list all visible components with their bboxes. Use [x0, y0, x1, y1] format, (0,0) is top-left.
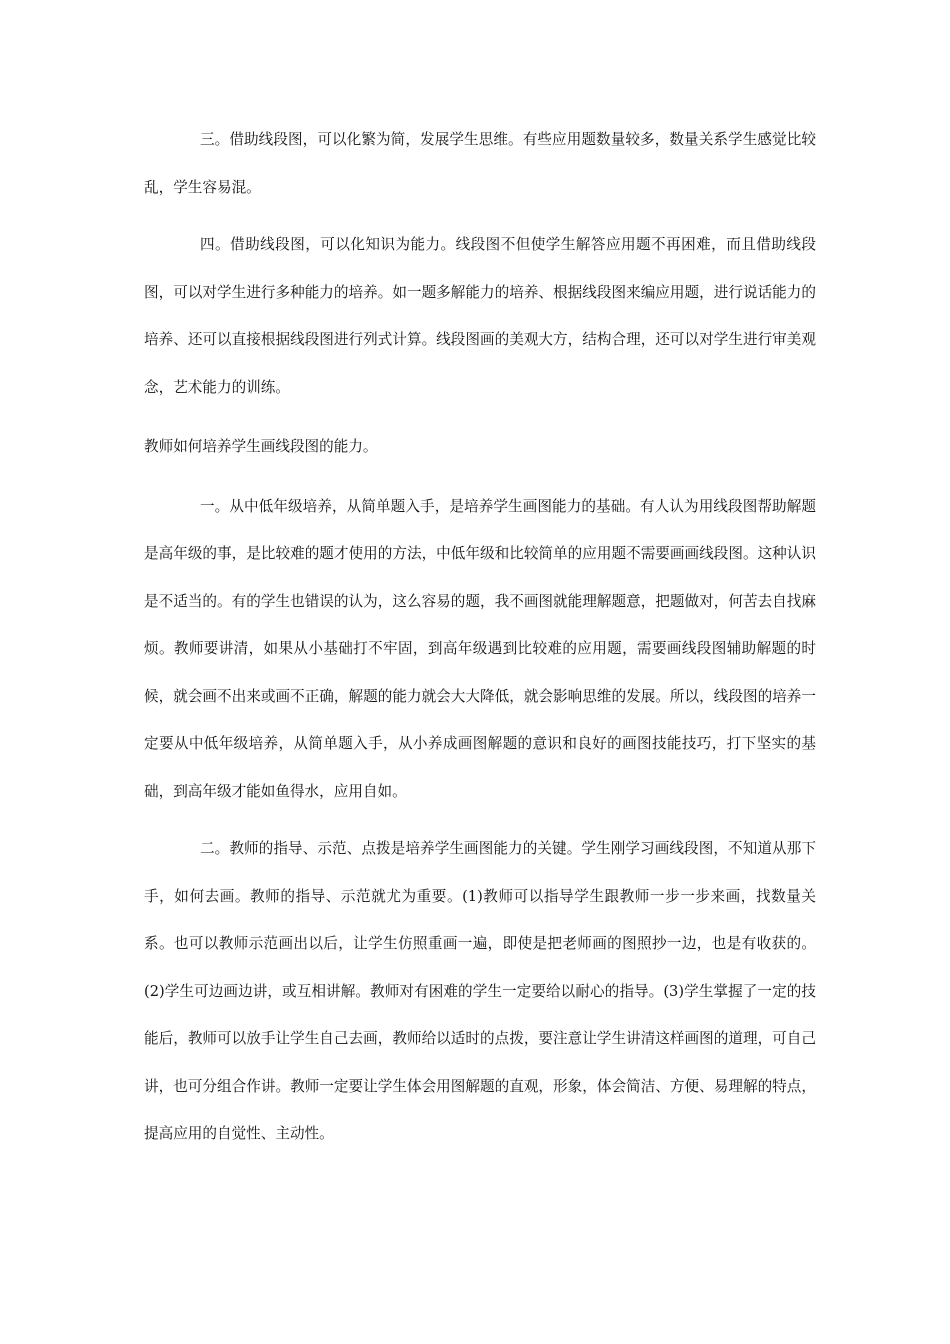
section-heading: 教师如何培养学生画线段图的能力。 [144, 438, 378, 455]
paragraph-two: 二。教师的指导、示范、点拨是培养学生画图能力的关键。学生刚学习画线段图，不知道从那下手，如何去画。教师的指导、示范就尤为重要。(1)教师可以指导学生跟教师一步一步来画，找数量关系。也可以教师示范画出以后，让学生仿照重画一遍，即使是把老师画的图照抄一边，也是有收获的。(2)学生可边画边讲，或互相讲解。教师对有困难的学生一定要给以耐心的指导。(3)学生掌握了一定的技能后，教师可以放手让学生自己去画，教师给以适时的点拨，要注意让学生讲清这样画图的道理，可自己讲，也可分组合作讲。教师一定要让学生体会用图解题的直观，形象，体会简洁、方便、易理解的特点，提高应用的自觉性、主动性。 [144, 840, 816, 1142]
document-body [144, 116, 816, 1158]
paragraph-one: 一。从中低年级培养，从简单题入手，是培养学生画图能力的基础。有人认为用线段图帮助解题是高年级的事，是比较难的题才使用的方法，中低年级和比较简单的应用题不需要画画线段图。这种认识是不适当的。有的学生也错误的认为，这么容易的题，我不画图就能理解题意，把题做对，何苦去自找麻烦。教师要讲清，如果从小基础打不牢固，到高年级遇到比较难的应用题，需要画线段图辅助解题的时候，就会画不出来或画不正确，解题的能力就会大大降低，就会影响思维的发展。所以，线段图的培养一定要从中低年级培养，从简单题入手，从小养成画图解题的意识和良好的画图技能技巧，打下坚实的基础，到高年级才能如鱼得水，应用自如。 [144, 497, 816, 800]
paragraph-three: 三。借助线段图，可以化繁为简，发展学生思维。有些应用题数量较多，数量关系学生感觉比较乱，学生容易混。 [144, 131, 816, 196]
paragraph-four: 四。借助线段图，可以化知识为能力。线段图不但使学生解答应用题不再困难，而且借助线段图，可以对学生进行多种能力的培养。如一题多解能力的培养、根据线段图来编应用题，进行说话能力的培养、还可以直接根据线段图进行列式计算。线段图画的美观大方，结构合理，还可以对学生进行审美观念，艺术能力的训练。 [144, 236, 816, 396]
